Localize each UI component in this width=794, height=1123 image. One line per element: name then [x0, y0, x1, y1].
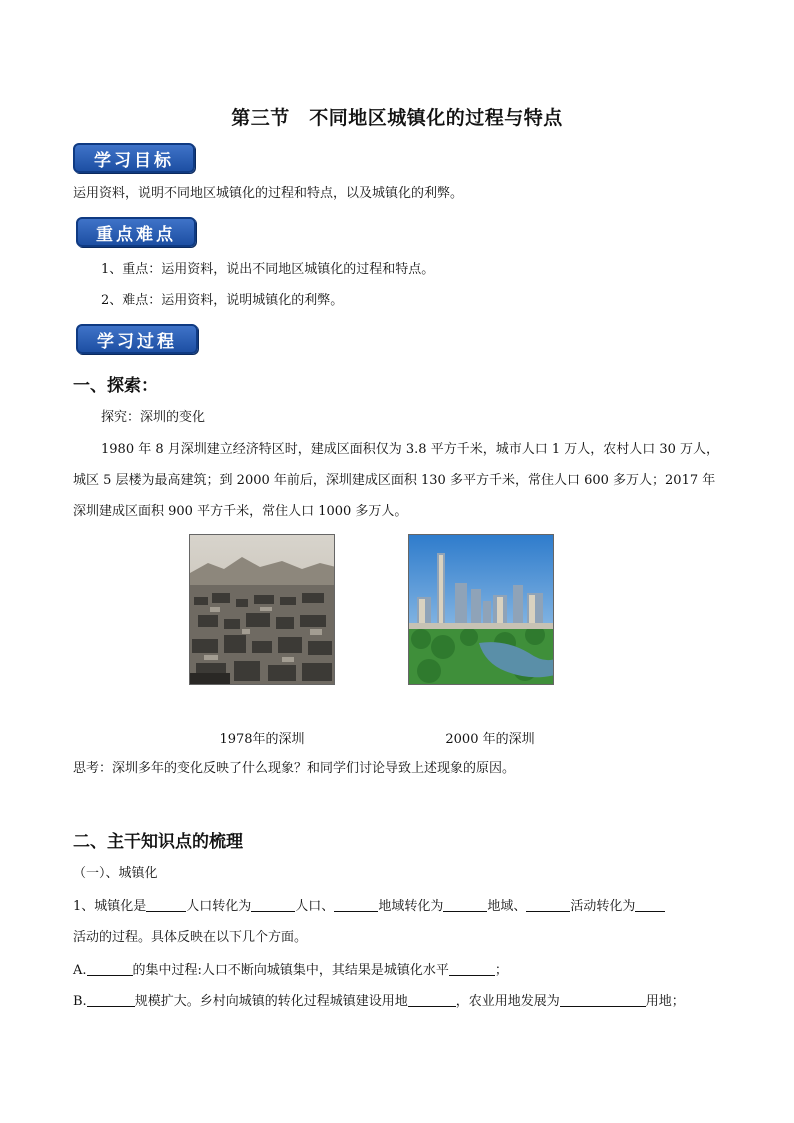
blank-field[interactable]: [443, 897, 487, 912]
question-a: A. 的集中过程:人口不断向城镇集中，其结果是城镇化水平 ；: [73, 963, 508, 978]
blank-field[interactable]: [87, 992, 135, 1007]
question-b: B. 规模扩大。乡村向城镇的转化过程城镇建设用地 ，农业用地发展为 用地；: [73, 994, 685, 1009]
paragraph-line-1: 1980 年 8 月深圳建立经济特区时，建成区面积仅为 3.8 平方千米，城市人口 1 万人，农村人口 30 万人，: [101, 442, 720, 457]
page-title: 第三节 不同地区城镇化的过程与特点: [231, 107, 563, 129]
blank-field[interactable]: [251, 897, 295, 912]
photo-shenzhen-1978: [189, 534, 335, 685]
section2-heading: 二、主干知识点的梳理: [73, 832, 243, 852]
blank-field[interactable]: [560, 992, 646, 1007]
blank-field[interactable]: [408, 992, 456, 1007]
section1-heading: 一、探索：: [73, 376, 158, 396]
paragraph-line-3: 深圳建成区面积 900 平方千米，常住人口 1000 多万人。: [73, 504, 408, 519]
caption-2000: 2000 年的深圳: [445, 732, 535, 747]
blank-field[interactable]: [635, 897, 665, 912]
badge-learning-process: 学习过程: [76, 324, 198, 354]
subsection-urbanization: （一）、城镇化: [73, 866, 158, 881]
blank-field[interactable]: [334, 897, 378, 912]
key-point-2: 2、难点：运用资料，说明城镇化的利弊。: [101, 293, 344, 308]
badge-learning-goal: 学习目标: [73, 143, 195, 173]
blank-field[interactable]: [146, 897, 186, 912]
think-question: 思考：深圳多年的变化反映了什么现象？和同学们讨论导致上述现象的原因。: [73, 761, 516, 776]
key-point-1: 1、重点：运用资料，说出不同地区城镇化的过程和特点。: [101, 262, 435, 277]
paragraph-line-2: 城区 5 层楼为最高建筑；到 2000 年前后，深圳建成区面积 130 多平方千米，常住人口 600 多万人；2017 年: [73, 473, 716, 488]
question-1: 1、城镇化是 人口转化为 人口、 地域转化为 地域、 活动转化为: [73, 897, 665, 916]
blank-field[interactable]: [449, 961, 495, 976]
caption-1978: 1978年的深圳: [219, 732, 305, 747]
badge-key-points: 重点难点: [76, 217, 196, 247]
question-1-end: 活动的过程。具体反映在以下几个方面。: [73, 930, 308, 945]
goal-text: 运用资料，说明不同地区城镇化的过程和特点，以及城镇化的利弊。: [73, 186, 464, 201]
explore-label: 探究：深圳的变化: [101, 410, 206, 425]
blank-field[interactable]: [526, 897, 570, 912]
photo-shenzhen-2000: [408, 534, 554, 685]
blank-field[interactable]: [87, 961, 133, 976]
